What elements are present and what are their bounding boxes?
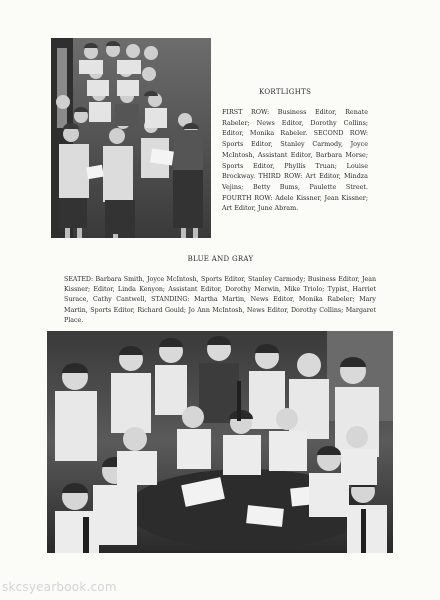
kortlights-caption: FIRST ROW: Business Editor, Renate Rabeler; News Editor, Dorothy Collins; Editor, Monika Rabeler. SECOND ROW: Sports Editor, Stanley Carmody, Joyce McIntosh, Assistant Editor, Barbara Morse; Sports Editor, Phyllis Truan; Louise Brockway. THIRD ROW: Art Editor, Mindza Vejins; Betty Bums, Paulette Street. FOURTH ROW: Adele Kissner, Jean Kissner; Art Editor, June Abram. — [222, 108, 368, 213]
blue-and-gray-heading: BLUE AND GRAY — [187, 255, 254, 263]
kortlights-group-photo — [51, 38, 211, 238]
blue-and-gray-group-photo — [47, 331, 393, 553]
blue-and-gray-caption: SEATED: Barbara Smith, Joyce McIntosh, Sports Editor, Stanley Carmody; Business Editor, Jean Kissner; Editor, Linda Kenyon; Assistant Editor, Dorothy Merwin, Mike Triolo; Typist, Harriet Surace, Cathy Cantwell, STANDING: Martha Martin, News Editor, Monika Rabeler; Mary Martin, Sports Editor, Richard Gould; Jo Ann McIntosh, News Editor, Dorothy Collins; Margaret Place. — [64, 276, 376, 324]
site-watermark: skcsyearbook.com — [2, 580, 117, 594]
kortlights-heading: KORTLIGHTS — [259, 88, 312, 96]
